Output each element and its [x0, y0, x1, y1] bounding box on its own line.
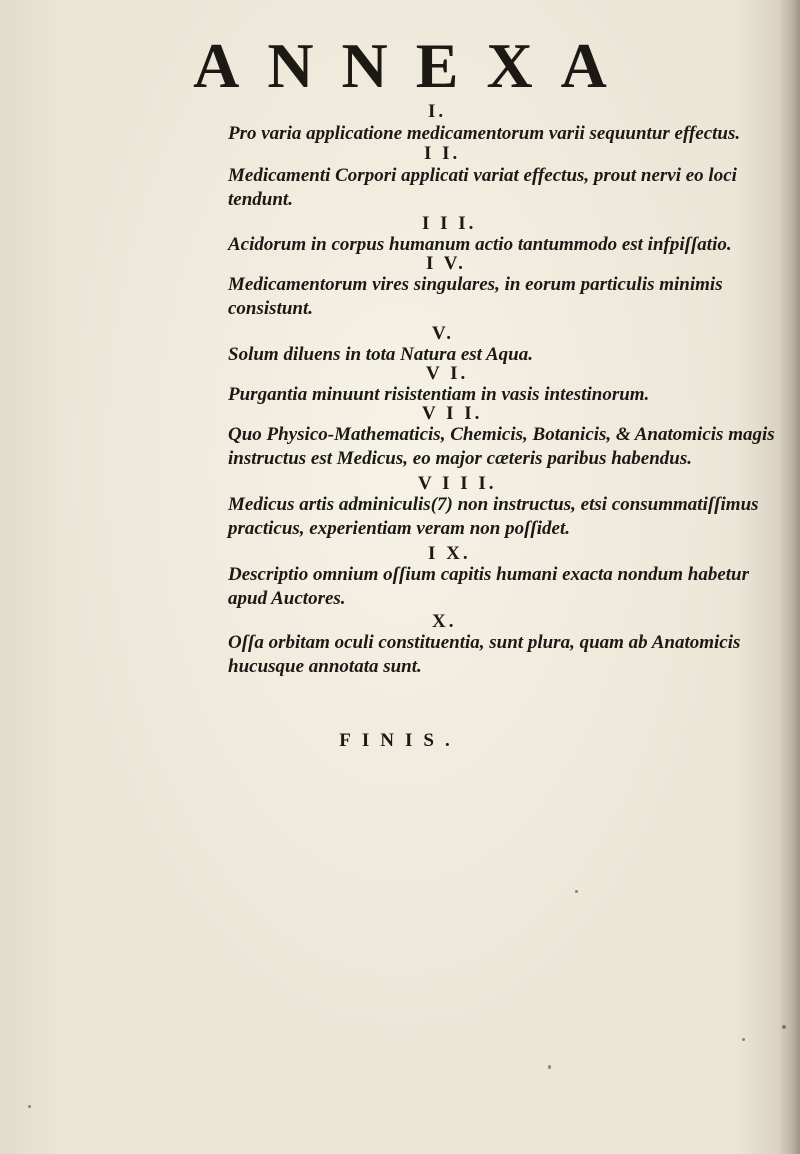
thesis-numeral-10: X.: [432, 611, 457, 632]
thesis-numeral-1: I.: [428, 101, 447, 122]
thesis-text-3: Acidorum in corpus humanum actio tantummodo est infpiſſatio.: [228, 234, 732, 255]
thesis-numeral-3: I I I.: [422, 213, 477, 234]
paper-speck: [782, 1025, 786, 1029]
thesis-text-1: Pro varia applicatione medicamentorum varii sequuntur effectus.: [228, 123, 741, 144]
thesis-text-9: Descriptio omnium oſſium capitis humani exacta nondum habetur apud Auctores.: [228, 564, 749, 609]
thesis-text-2: Medicamenti Corpori applicati variat effectus, prout nervi eo loci tendunt.: [228, 165, 737, 210]
page-title: ANNEXA: [193, 30, 635, 101]
thesis-numeral-6: V I.: [426, 363, 469, 384]
thesis-text-5: Solum diluens in tota Natura est Aqua.: [228, 344, 533, 365]
thesis-text-7: Quo Physico-Mathematicis, Chemicis, Botanicis, & Anatomicis magis instructus est Medicus, eo major cæteris paribus habendus.: [228, 424, 775, 469]
thesis-numeral-9: I X.: [428, 543, 471, 564]
thesis-text-6: Purgantia minuunt risistentiam in vasis intestinorum.: [228, 384, 650, 405]
thesis-text-4: Medicamentorum vires singulares, in eorum particulis minimis consistunt.: [228, 274, 723, 319]
thesis-numeral-5: V.: [432, 323, 455, 344]
thesis-numeral-8: V I I I.: [418, 473, 497, 494]
finis-label: FINIS.: [339, 730, 461, 751]
thesis-text-8: Medicus artis adminiculis(7) non instructus, etsi consummatiſſimus practicus, experientiam veram non poſſidet.: [228, 494, 759, 539]
thesis-numeral-2: I I.: [424, 143, 461, 164]
thesis-text-10: Oſſa orbitam oculi constituentia, sunt plura, quam ab Anatomicis hucusque annotata sunt.: [228, 632, 741, 677]
paper-speck: [28, 1105, 31, 1108]
thesis-numeral-7: V I I.: [422, 403, 483, 424]
thesis-numeral-4: I V.: [426, 253, 466, 274]
paper-speck: [742, 1038, 745, 1041]
paper-speck: [575, 890, 578, 893]
paper-speck: [548, 1065, 551, 1069]
